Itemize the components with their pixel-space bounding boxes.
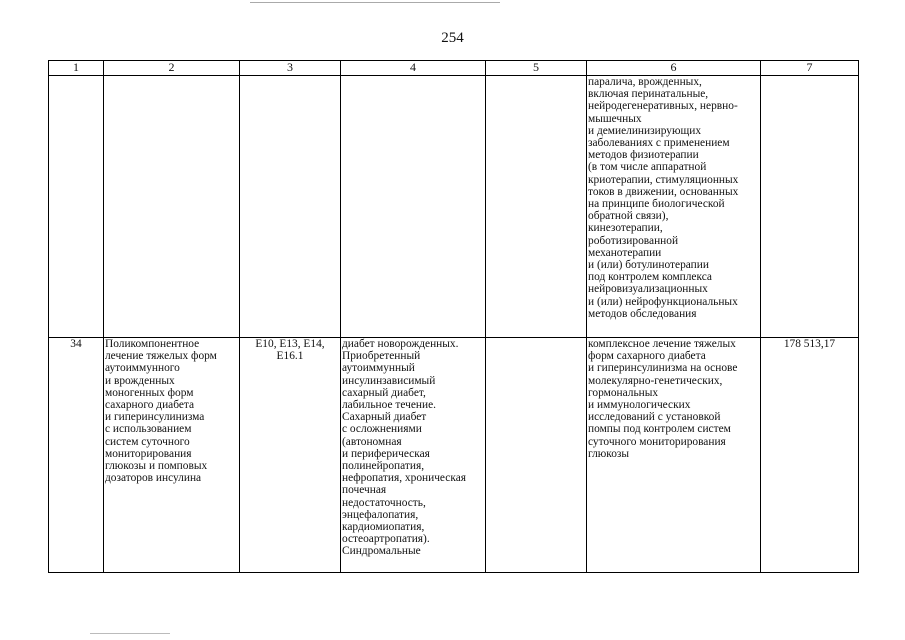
column-header-2: 2: [104, 61, 240, 76]
column-header-7: 7: [761, 61, 859, 76]
cont-cell-5: [486, 76, 587, 338]
scan-edge-line: [250, 2, 500, 3]
scan-artifact: [90, 633, 170, 634]
header-row: [49, 61, 859, 76]
patient-model: диабет новорожденных. Приобретенный аутоиммунный инсулинзависимый сахарный диабет, лабильное течение. Сахарный диабет с осложнениями (автономная и периферическая полинейропатия, нефропатия, хроническая почечная недостаточность, энцефалопатия, кардиомиопатия, остеоартропатия). Синдромальные: [341, 338, 486, 573]
treatment-name: Поликомпонентное лечение тяжелых форм аутоиммунного и врожденных моногенных форм сахарного диабета и гиперинсулинизма с использованием систем суточного мониторирования глюкозы и помповых дозаторов инсулина: [104, 338, 240, 573]
page-number: 254: [441, 30, 464, 46]
cont-cell-6-method: паралича, врожденных, включая перинатальные, нейродегенеративных, нервно- мышечных и демиелинизирующих заболеваниях с применением методов физиотерапии (в том числе аппаратной криотерапии, стимуляционных токов в движении, основанных на принципе биологической обратной связи), кинезотерапии, роботизированной механотерапии и (или) ботулинотерапии под контролем комплекса нейровизуализационных и (или) нейрофункциональных методов обследования: [587, 76, 761, 338]
cont-cell-7: [761, 76, 859, 338]
cont-cell-2: [104, 76, 240, 338]
continuation-row: [49, 76, 859, 338]
cont-cell-4: [341, 76, 486, 338]
column-header-3: 3: [240, 61, 341, 76]
cont-cell-1: [49, 76, 104, 338]
services-table: [48, 60, 859, 573]
row-number: 34: [49, 338, 104, 573]
column-header-5: 5: [486, 61, 587, 76]
column-header-1: 1: [49, 61, 104, 76]
cont-cell-3: [240, 76, 341, 338]
treatment-type: [486, 338, 587, 573]
cost-value: 178 513,17: [761, 338, 859, 573]
column-header-6: 6: [587, 61, 761, 76]
treatment-method: комплексное лечение тяжелых форм сахарного диабета и гиперинсулинизма на основе молекулярно-генетических, гормональных и иммунологических исследований с установкой помпы под контролем систем суточного мониторирования глюкозы: [587, 338, 761, 573]
row-34: [49, 338, 859, 573]
column-header-4: 4: [341, 61, 486, 76]
icd-codes: E10, E13, E14, E16.1: [240, 338, 341, 573]
